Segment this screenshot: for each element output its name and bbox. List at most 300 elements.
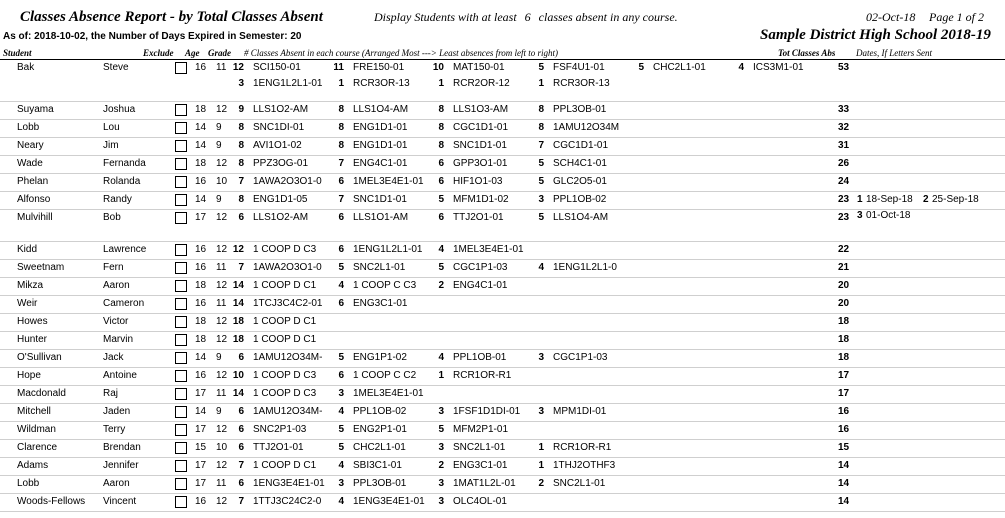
student-first-name: Jim [103,140,119,151]
student-grade: 12 [216,244,228,255]
student-grade: 10 [216,442,228,453]
absence-count: 3 [538,194,544,205]
absence-count: 3 [538,406,544,417]
absence-count: 8 [338,122,344,133]
student-age: 14 [195,406,207,417]
display-criteria [374,10,678,25]
table-row [0,440,1005,458]
report-title: Classes Absence Report - by Total Classes Absent [20,9,323,25]
course-code: ENG1P1-02 [353,352,407,363]
absence-count: 3 [438,496,444,507]
course-code: 1 COOP D C3 [253,244,317,255]
col-exclude: Exclude [143,48,174,58]
student-grade: 11 [216,388,227,399]
course-code: SNC2L1-01 [553,478,606,489]
table-row [0,368,1005,386]
course-code: RCR3OR-13 [553,78,610,89]
course-code: CGC1P1-03 [453,262,508,273]
absence-count: 5 [638,62,644,73]
total-absences: 17 [838,388,850,399]
total-absences: 15 [838,442,850,453]
exclude-checkbox[interactable] [175,478,187,490]
student-first-name: Fern [103,262,124,273]
student-first-name: Brendan [103,442,141,453]
student-first-name: Victor [103,316,129,327]
absence-count: 14 [232,388,244,399]
course-code: ENG3C1-01 [353,298,408,309]
student-grade: 9 [216,122,222,133]
course-code: PPL1OB-02 [353,406,407,417]
course-code: CHC2L1-01 [653,62,706,73]
absence-count: 2 [538,478,544,489]
student-last-name: Weir [17,298,38,309]
student-last-name: Hope [17,370,41,381]
course-code: SNC2P1-03 [253,424,307,435]
table-row [0,174,1005,192]
course-code: 1AWA2O3O1-0 [253,262,322,273]
course-code: HIF1O1-03 [453,176,503,187]
student-age: 18 [195,104,207,115]
course-code: 1ENG1L2L1-0 [553,262,617,273]
total-absences: 18 [838,316,850,327]
student-grade: 12 [216,496,228,507]
course-code: RCR2OR-12 [453,78,510,89]
absence-count: 9 [238,104,244,115]
course-code: 1AMU12O34M- [253,406,323,417]
course-code: ENG3C1-01 [453,460,508,471]
absence-count: 1 [438,370,444,381]
total-absences: 20 [838,298,850,309]
absence-count: 18 [232,334,244,345]
absence-count: 5 [538,212,544,223]
exclude-checkbox[interactable] [175,280,187,292]
course-code: SNC2L1-01 [353,262,406,273]
course-code: 1 COOP C C3 [353,280,417,291]
course-code: 1MEL3E4E1-01 [353,176,424,187]
display-prefix: Display Students with at least [374,10,517,24]
student-grade: 11 [216,478,227,489]
total-absences: 16 [838,406,850,417]
absence-count: 3 [438,406,444,417]
student-last-name: Howes [17,316,48,327]
student-grade: 12 [216,158,228,169]
absence-count: 5 [338,352,344,363]
absence-count: 6 [438,212,444,223]
course-code: TTJ2O1-01 [253,442,304,453]
letter-number: 2 [923,194,929,205]
absence-count: 6 [238,442,244,453]
student-grade: 12 [216,212,228,223]
student-age: 17 [195,460,207,471]
student-first-name: Lou [103,122,120,133]
course-code: LLS1O1-AM [353,212,409,223]
absence-count: 8 [338,104,344,115]
student-last-name: Sweetnam [17,262,65,273]
course-code: FRE150-01 [353,62,405,73]
course-code: MFM1D1-02 [453,194,509,205]
col-student: Student [3,48,32,58]
course-code: FSF4U1-01 [553,62,605,73]
student-grade: 12 [216,104,228,115]
page-number: Page 1 of 2 [929,10,984,24]
student-first-name: Cameron [103,298,145,309]
table-row [0,138,1005,156]
course-code: PPL1OB-01 [453,352,507,363]
absence-count: 5 [438,424,444,435]
table-row [0,60,1005,102]
absence-count: 8 [238,140,244,151]
exclude-checkbox[interactable] [175,298,187,310]
exclude-checkbox[interactable] [175,176,187,188]
course-code: 1FSF1D1DI-01 [453,406,521,417]
exclude-checkbox[interactable] [175,212,187,224]
col-dates: Dates, If Letters Sent [856,48,932,58]
course-code: 1 COOP D C1 [253,334,317,345]
student-last-name: Lobb [17,478,40,489]
student-first-name: Steve [103,62,129,73]
total-absences: 18 [838,352,850,363]
student-last-name: Suyama [17,104,54,115]
exclude-checkbox[interactable] [175,122,187,134]
student-first-name: Jaden [103,406,131,417]
student-age: 18 [195,334,207,345]
course-code: LLS1O4-AM [353,104,409,115]
course-code: CGC1D1-01 [453,122,509,133]
course-code: RCR3OR-13 [353,78,410,89]
absence-count: 8 [538,122,544,133]
absence-count: 3 [238,78,244,89]
course-code: CGC1P1-03 [553,352,608,363]
student-last-name: Hunter [17,334,48,345]
absence-count: 6 [338,212,344,223]
student-last-name: Woods-Fellows [17,496,86,507]
student-last-name: Wildman [17,424,56,435]
student-age: 15 [195,442,207,453]
course-code: ENG1D1-01 [353,140,408,151]
course-code: 1ENG1L2L1-01 [353,244,423,255]
table-row [0,350,1005,368]
absence-count: 5 [538,176,544,187]
course-code: PPL3OB-01 [353,478,407,489]
table-row [0,278,1005,296]
course-code: SNC1DI-01 [253,122,305,133]
exclude-checkbox[interactable] [175,424,187,436]
absence-count: 11 [333,62,344,73]
absence-count: 12 [232,244,244,255]
student-age: 18 [195,158,207,169]
table-row [0,404,1005,422]
absence-count: 5 [538,62,544,73]
col-classes: # Classes Absent in each course (Arranged Most ---> Least absences from left to right) [244,48,559,58]
exclude-checkbox[interactable] [175,244,187,256]
student-first-name: Fernanda [103,158,146,169]
student-grade: 12 [216,370,228,381]
student-age: 14 [195,352,207,363]
student-grade: 11 [216,298,227,309]
student-age: 16 [195,176,207,187]
absence-count: 8 [238,158,244,169]
col-tot: Tot Classes Abs [778,48,836,58]
table-row [0,494,1005,512]
total-absences: 14 [838,496,850,507]
student-last-name: Lobb [17,122,40,133]
absence-count: 7 [238,176,244,187]
absence-count: 3 [438,442,444,453]
course-code: 1 COOP D C1 [253,316,317,327]
student-grade: 12 [216,334,228,345]
course-code: MAT150-01 [453,62,505,73]
absence-count: 8 [438,122,444,133]
student-last-name: Mulvihill [17,212,53,223]
course-code: SNC2L1-01 [453,442,506,453]
absence-count: 14 [232,280,244,291]
exclude-checkbox[interactable] [175,194,187,206]
student-age: 16 [195,370,207,381]
course-code: OLC4OL-01 [453,496,507,507]
student-grade: 12 [216,316,228,327]
student-age: 14 [195,140,207,151]
absence-count: 4 [538,262,544,273]
exclude-checkbox[interactable] [175,442,187,454]
letter-date: 18-Sep-18 [866,194,913,205]
table-row [0,156,1005,174]
student-grade: 9 [216,406,222,417]
absence-count: 3 [538,352,544,363]
student-age: 16 [195,298,207,309]
student-age: 16 [195,496,207,507]
absence-count: 7 [238,262,244,273]
letter-date: 01-Oct-18 [866,210,911,221]
student-age: 14 [195,194,207,205]
course-code: 1TCJ3C4C2-01 [253,298,323,309]
school-name: Sample District High School 2018-19 [760,27,991,43]
student-first-name: Marvin [103,334,134,345]
student-first-name: Lawrence [103,244,147,255]
course-code: 1THJ2OTHF3 [553,460,616,471]
absence-count: 8 [238,194,244,205]
exclude-checkbox[interactable] [175,406,187,418]
student-first-name: Aaron [103,280,130,291]
course-code: 1 COOP D C3 [253,388,317,399]
course-code: 1ENG3E4E1-01 [353,496,425,507]
absence-count: 8 [538,104,544,115]
absence-count: 8 [438,104,444,115]
student-first-name: Raj [103,388,119,399]
course-code: CHC2L1-01 [353,442,406,453]
absence-count: 4 [338,496,344,507]
course-code: PPL3OB-01 [553,104,607,115]
exclude-checkbox[interactable] [175,316,187,328]
course-code: PPL1OB-02 [553,194,607,205]
absence-count: 18 [232,316,244,327]
absence-count: 7 [238,460,244,471]
absence-count: 2 [438,280,444,291]
table-row [0,422,1005,440]
exclude-checkbox[interactable] [175,352,187,364]
absence-count: 5 [338,442,344,453]
table-row [0,476,1005,494]
student-age: 16 [195,262,207,273]
course-code: 1MEL3E4E1-01 [353,388,424,399]
student-last-name: Clarence [17,442,58,453]
absence-count: 14 [232,298,244,309]
table-row [0,260,1005,278]
student-grade: 12 [216,424,228,435]
course-code: 1TTJ3C24C2-0 [253,496,322,507]
absence-count: 10 [432,62,444,73]
absence-count: 1 [538,460,544,471]
exclude-checkbox[interactable] [175,460,187,472]
letter-date: 25-Sep-18 [932,194,979,205]
student-last-name: Mikza [17,280,44,291]
course-code: ICS3M1-01 [753,62,804,73]
total-absences: 22 [838,244,850,255]
student-age: 17 [195,388,207,399]
student-grade: 10 [216,176,228,187]
exclude-checkbox[interactable] [175,334,187,346]
exclude-checkbox[interactable] [175,496,187,508]
total-absences: 31 [838,140,850,151]
course-code: SBI3C1-01 [353,460,402,471]
total-absences: 33 [838,104,850,115]
table-row [0,102,1005,120]
student-first-name: Antoine [103,370,137,381]
student-age: 18 [195,280,207,291]
student-grade: 12 [216,280,228,291]
course-code: RCR1OR-R1 [553,442,612,453]
course-code: LLS1O2-AM [253,212,309,223]
absence-count: 1 [438,78,444,89]
student-grade: 9 [216,194,222,205]
total-absences: 16 [838,424,850,435]
student-age: 16 [195,244,207,255]
absence-count: 1 [538,78,544,89]
student-grade: 12 [216,460,228,471]
student-last-name: Neary [17,140,44,151]
course-code: ENG4C1-01 [353,158,408,169]
student-last-name: O'Sullivan [17,352,62,363]
absence-count: 6 [238,212,244,223]
course-code: 1AMU12O34M- [253,352,323,363]
total-absences: 18 [838,334,850,345]
total-absences: 23 [838,194,850,205]
student-age: 17 [195,424,207,435]
course-code: PPZ3OG-01 [253,158,309,169]
exclude-checkbox[interactable] [175,388,187,400]
table-row [0,458,1005,476]
absence-count: 6 [338,176,344,187]
col-grade: Grade [208,48,231,58]
course-code: 1ENG1L2L1-01 [253,78,323,89]
absence-count: 8 [438,140,444,151]
course-code: ENG1D1-01 [353,122,408,133]
exclude-checkbox[interactable] [175,158,187,170]
course-code: 1 COOP D C1 [253,460,317,471]
total-absences: 32 [838,122,850,133]
student-grade: 9 [216,352,222,363]
student-first-name: Terry [103,424,126,435]
absence-count: 10 [232,370,244,381]
absence-count: 12 [232,62,244,73]
student-last-name: Adams [17,460,49,471]
course-code: 1 COOP D C1 [253,280,317,291]
absence-count: 3 [438,478,444,489]
course-code: RCR1OR-R1 [453,370,512,381]
course-code: SCI150-01 [253,62,301,73]
total-absences: 24 [838,176,850,187]
exclude-checkbox[interactable] [175,370,187,382]
student-last-name: Wade [17,158,43,169]
absence-count: 3 [338,478,344,489]
student-grade: 9 [216,140,222,151]
absence-count: 6 [238,406,244,417]
exclude-checkbox[interactable] [175,104,187,116]
total-absences: 23 [838,212,850,223]
course-code: ENG4C1-01 [453,280,508,291]
student-age: 14 [195,122,207,133]
absence-count: 5 [438,262,444,273]
absence-count: 5 [438,194,444,205]
table-row [0,210,1005,242]
absence-count: 3 [338,388,344,399]
student-first-name: Vincent [103,496,137,507]
absence-count: 6 [338,244,344,255]
table-row [0,386,1005,404]
student-age: 16 [195,62,207,73]
student-first-name: Rolanda [103,176,141,187]
course-code: 1MEL3E4E1-01 [453,244,524,255]
student-grade: 11 [216,62,227,73]
table-row [0,120,1005,138]
course-code: 1AWA2O3O1-0 [253,176,322,187]
table-row [0,314,1005,332]
absence-count: 6 [438,158,444,169]
absence-count: 4 [438,244,444,255]
exclude-checkbox[interactable] [175,262,187,274]
absence-count: 6 [238,352,244,363]
absence-count: 1 [538,442,544,453]
total-absences: 20 [838,280,850,291]
course-code: AVI1O1-02 [253,140,302,151]
absence-count: 4 [738,62,744,73]
total-absences: 17 [838,370,850,381]
course-code: LLS1O2-AM [253,104,309,115]
course-code: ENG2P1-01 [353,424,407,435]
absence-count: 7 [338,158,344,169]
display-suffix: classes absent in any course. [538,10,678,24]
absence-count: 6 [238,478,244,489]
total-absences: 53 [838,62,850,73]
exclude-checkbox[interactable] [175,62,187,74]
absence-count: 4 [338,280,344,291]
student-first-name: Aaron [103,478,130,489]
absence-count: 5 [338,262,344,273]
absence-count: 5 [338,424,344,435]
course-code: GLC2O5-01 [553,176,607,187]
total-absences: 21 [838,262,850,273]
total-absences: 26 [838,158,850,169]
absence-count: 6 [438,176,444,187]
absence-count: 4 [338,460,344,471]
student-first-name: Bob [103,212,121,223]
course-code: 1AMU12O34M [553,122,620,133]
report-date: 02-Oct-18 [866,10,916,24]
student-last-name: Phelan [17,176,49,187]
absence-count: 7 [538,140,544,151]
exclude-checkbox[interactable] [175,140,187,152]
student-age: 17 [195,212,207,223]
course-code: SNC1D1-01 [353,194,407,205]
